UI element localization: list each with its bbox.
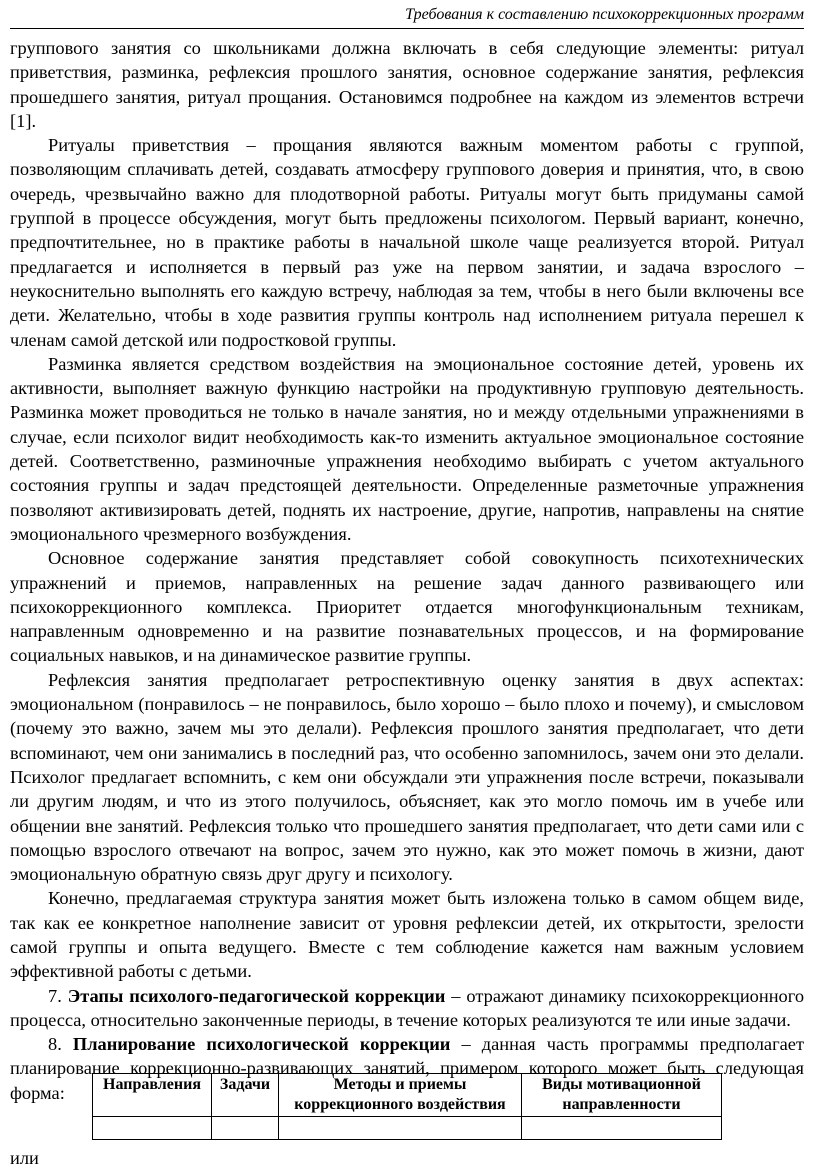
item-8-text: – данная часть программы предполагает планирование коррекционно-развивающих занятий, примером которого может быть следующая форма: [10, 1034, 804, 1103]
table-row [93, 1117, 722, 1140]
table-header-cell: Направления [93, 1074, 212, 1117]
document-body [10, 36, 804, 1105]
table-cell [93, 1117, 212, 1140]
table-cell [212, 1117, 279, 1140]
table-header-cell: Задачи [212, 1074, 279, 1117]
table-header-cell: Методы и приемы коррекционного воздействия [279, 1074, 522, 1117]
item-7-term: Этапы психолого-педагогической коррекции [67, 985, 446, 1006]
running-header [10, 0, 804, 29]
paragraph-1: группового занятия со школьниками должна включать в себя следующие элементы: ритуал приветствия, разминка, рефлексия прошлого занятия, основное содержание занятия, рефлексия прошедшего занятия, ритуал прощания. Остановимся подробнее на каждом из элементов встречи [1]. [10, 38, 804, 131]
table-header-row [93, 1074, 722, 1117]
paragraph-warmup: Разминка является средством воздействия на эмоциональное состояние детей, уровень их активности, выполняет важную функцию настройки на продуктивную групповую деятельность. Разминка может проводиться не только в начале занятия, но и между отдельными упражнениями в случае, если психолог видит необходимость как-то изменить актуальное эмоциональное состояние детей. Соответственно, разминочные упражнения необходимо выбирать с учетом актуального состояния группы и задач предстоящей деятельности. Определенные разметочные упражнения позволяют активизировать детей, поднять их настроение, другие, напротив, направлены на снятие эмоционального чрезмерного возбуждения. [10, 353, 804, 544]
planning-form-table [92, 1073, 722, 1140]
paragraph-reflection: Рефлексия занятия предполагает ретроспективную оценку занятия в двух аспектах: эмоциональном (понравилось – не понравилось, было хорошо – было плохо и почему), и смысловом (почему это важно, зачем мы это делали). Рефлексия прошлого занятия предполагает, что дети вспоминают, чем они занимались в последний раз, что особенно запомнилось, зачем они это делали. Психолог предлагает вспомнить, с кем они обсуждали эти упражнения после встречи, показывали ли другим людям, и что из этого получилось, объясняет, как это могло помочь им в учебе или общении вне занятий. Рефлексия только что прошедшего занятия предполагает, что дети сами или с помощью взрослого отвечают на вопрос, зачем это нужно, как это может помочь в жизни, дают эмоциональную обратную связь друг другу и психологу. [10, 669, 804, 885]
paragraph-conclusion: Конечно, предлагаемая структура занятия может быть изложена только в самом общем виде, так как ее конкретное наполнение зависит от уровня рефлексии детей, их открытости, зрелости самой группы и опыта ведущего. Вместе с тем соблюдение кажется нам важным условием эффективной работы с детьми. [10, 888, 804, 982]
item-7-text: – отражают динамику психокоррекционного процесса, относительно законченные периоды, в течение которых реализуются те или иные задачи. [10, 985, 805, 1030]
item-8-term: Планирование психологической коррекции [72, 1034, 451, 1055]
table-header-cell: Виды мотивационной направленности [522, 1074, 722, 1117]
table-cell [279, 1117, 522, 1140]
paragraph-item-7 [10, 984, 804, 1033]
trailing-text: или [10, 1148, 39, 1168]
running-header-title: Требования к составлению психокоррекционных программ [405, 6, 804, 23]
paragraph-main-content: Основное содержание занятия представляет собой совокупность психотехнических упражнений и приемов, направленных на решение задач данного развивающего или психокоррекционного комплекса. Приоритет отдается многофункциональным техникам, направленным одновременно и на развитие познавательных процессов, и на формирование социальных навыков, и на динамическое развитие группы. [10, 548, 804, 666]
paragraph-rituals: Ритуалы приветствия – прощания являются важным моментом работы с группой, позволяющим сплачивать детей, создавать атмосферу группового доверия и принятия, что, в свою очередь, чрезвычайно важно для плодотворной работы. Ритуалы могут быть придуманы самой группой в процессе обсуждения, могут быть предложены психологом. Первый вариант, конечно, предпочтительнее, но в практике работы в начальной школе чаще реализуется второй. Ритуал предлагается и исполняется в первый раз уже на первом занятии, и задача взрослого – неукоснительно выполнять его каждую встречу, наблюдая за тем, чтобы в него были включены все дети. Желательно, чтобы в ходе развития группы контроль над исполнением ритуала перешел к членам самой детской или подростковой группы. [10, 135, 804, 350]
table-cell [522, 1117, 722, 1140]
item-8-number: 8. [48, 1034, 73, 1055]
item-7-number: 7. [48, 985, 68, 1006]
